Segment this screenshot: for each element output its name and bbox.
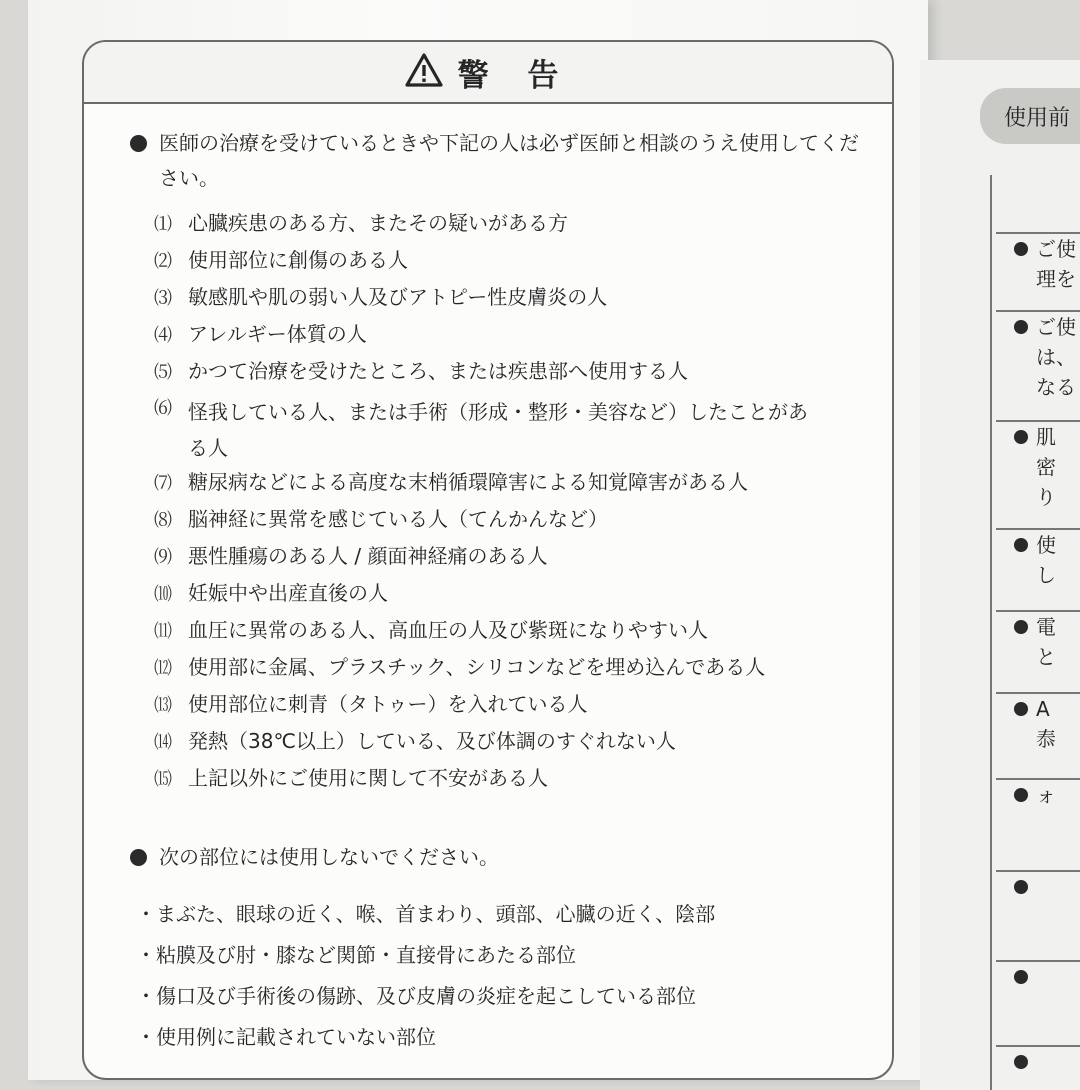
item-text: 使用部に金属、プラスチック、シリコンなどを埋め込んである人 — [188, 654, 766, 679]
item-number: ⒀ — [154, 694, 172, 716]
warning-lead-body-parts — [130, 840, 860, 875]
list-item: ・ 粘膜及び肘・膝など関節・直接骨にあたる部位 — [136, 933, 856, 974]
bullet-icon — [1014, 788, 1028, 802]
row-text: は、 — [1036, 345, 1076, 369]
row-text: 使 — [1036, 533, 1056, 557]
list-item — [154, 759, 854, 796]
warning-lead-consult — [130, 126, 860, 196]
bullet-icon — [1014, 880, 1028, 894]
lead-text: 医師の治療を受けているときや下記の人は必ず医師と相談のうえ使用してください。 — [159, 131, 859, 190]
bullet-icon — [1014, 538, 1028, 552]
item-number: ⑾ — [154, 620, 172, 642]
item-number: ⑷ — [154, 324, 172, 346]
list-item — [154, 463, 854, 500]
list-item — [154, 278, 854, 315]
list-item — [154, 648, 854, 685]
right-row — [996, 420, 1080, 512]
item-text: 粘膜及び肘・膝など関節・直接骨にあたる部位 — [156, 943, 576, 967]
bullet-icon — [130, 135, 147, 152]
prohibited-parts-list — [136, 892, 856, 1056]
row-text: し — [1036, 563, 1056, 587]
item-text: 脳神経に異常を感じている人（てんかんなど） — [188, 506, 608, 531]
bullet-icon — [1014, 320, 1028, 334]
item-number: ⑶ — [154, 287, 172, 309]
item-number: ⑵ — [154, 250, 172, 272]
bullet-icon — [1014, 242, 1028, 256]
list-item — [154, 241, 854, 278]
right-row — [996, 610, 1080, 672]
list-item — [154, 500, 854, 537]
warning-box — [82, 40, 894, 1080]
list-item: ・ 使用例に記載されていない部位 — [136, 1015, 856, 1056]
bullet-icon — [1014, 620, 1028, 634]
item-number: ⑻ — [154, 509, 172, 531]
warning-header — [84, 42, 892, 104]
row-text: り — [1036, 485, 1056, 509]
right-row — [996, 870, 1080, 894]
list-item — [154, 574, 854, 611]
row-text: と — [1036, 645, 1056, 669]
item-text: 敏感肌や肌の弱い人及びアトピー性皮膚炎の人 — [188, 284, 608, 309]
row-text: ご使 — [1036, 315, 1076, 339]
right-row — [996, 310, 1080, 402]
item-text: 使用例に記載されていない部位 — [156, 1025, 436, 1049]
item-text: 発熱（38℃以上）している、及び体調のすぐれない人 — [188, 728, 676, 753]
row-text: ご使 — [1036, 237, 1076, 261]
item-number: ⑺ — [154, 472, 172, 494]
bullet-icon — [1014, 430, 1028, 444]
item-text: 使用部位に刺青（タトゥー）を入れている人 — [188, 691, 588, 716]
right-row — [996, 692, 1080, 754]
right-row — [996, 960, 1080, 984]
list-item — [154, 352, 854, 389]
list-item — [154, 611, 854, 648]
right-row — [996, 528, 1080, 590]
item-text: 悪性腫瘍のある人 / 顔面神経痛のある人 — [188, 543, 548, 568]
list-item — [154, 685, 854, 722]
list-item — [154, 315, 854, 352]
item-number: ⑸ — [154, 361, 172, 383]
row-text: 肌 — [1036, 425, 1056, 449]
booklet-right-page — [920, 60, 1080, 1090]
row-text: 㤗 — [1036, 727, 1056, 751]
item-text: 妊娠中や出産直後の人 — [188, 580, 388, 605]
item-text: まぶた、眼球の近く、喉、首まわり、頭部、心臓の近く、陰部 — [156, 902, 716, 926]
right-row — [996, 778, 1080, 810]
item-text: かつて治療を受けたところ、または疾患部へ使用する人 — [188, 358, 688, 383]
right-row — [996, 232, 1080, 294]
item-number: ⑴ — [154, 213, 172, 235]
bullet-icon — [1014, 1055, 1028, 1069]
right-row — [996, 1045, 1080, 1069]
booklet-left-page — [28, 0, 928, 1080]
item-text: 怪我している人、または手術（形成・整形・美容など）したことがある人 — [188, 400, 808, 460]
row-text: なる — [1036, 375, 1076, 399]
lead-text: 次の部位には使用しないでください。 — [159, 845, 499, 869]
row-text: A — [1036, 697, 1050, 721]
list-item — [154, 389, 854, 463]
item-number: ⒂ — [154, 768, 172, 790]
item-number: ⑼ — [154, 546, 172, 568]
item-text: 傷口及び手術後の傷跡、及び皮膚の炎症を起こしている部位 — [156, 984, 696, 1008]
list-item: ・ まぶた、眼球の近く、喉、首まわり、頭部、心臓の近く、陰部 — [136, 892, 856, 933]
bullet-icon — [130, 849, 147, 866]
item-number: ⑽ — [154, 583, 172, 605]
contraindication-list — [154, 204, 854, 796]
list-item: ・ 傷口及び手術後の傷跡、及び皮膚の炎症を起こしている部位 — [136, 974, 856, 1015]
row-text: 密 — [1036, 455, 1056, 479]
item-number: ⒁ — [154, 731, 172, 753]
item-text: 心臓疾患のある方、またその疑いがある方 — [188, 210, 568, 235]
row-text: ォ — [1036, 783, 1056, 807]
item-text: 上記以外にご使用に関して不安がある人 — [188, 765, 548, 790]
list-item — [154, 722, 854, 759]
list-item — [154, 537, 854, 574]
section-tab: 使用前 — [980, 88, 1080, 144]
item-number: ⑹ — [154, 398, 172, 419]
item-text: アレルギー体質の人 — [188, 321, 367, 346]
item-text: 糖尿病などによる高度な末梢循環障害による知覚障害がある人 — [188, 469, 748, 494]
item-text: 使用部位に創傷のある人 — [188, 247, 408, 272]
bullet-icon — [1014, 970, 1028, 984]
item-text: 血圧に異常のある人、高血圧の人及び紫斑になりやすい人 — [188, 617, 708, 642]
bullet-icon — [1014, 702, 1028, 716]
warning-title: 警 告 — [457, 57, 573, 94]
row-text: 理を — [1036, 267, 1076, 291]
item-number: ⑿ — [154, 657, 172, 679]
row-text: 電 — [1036, 615, 1056, 639]
list-item — [154, 204, 854, 241]
warning-triangle-icon — [404, 52, 444, 92]
